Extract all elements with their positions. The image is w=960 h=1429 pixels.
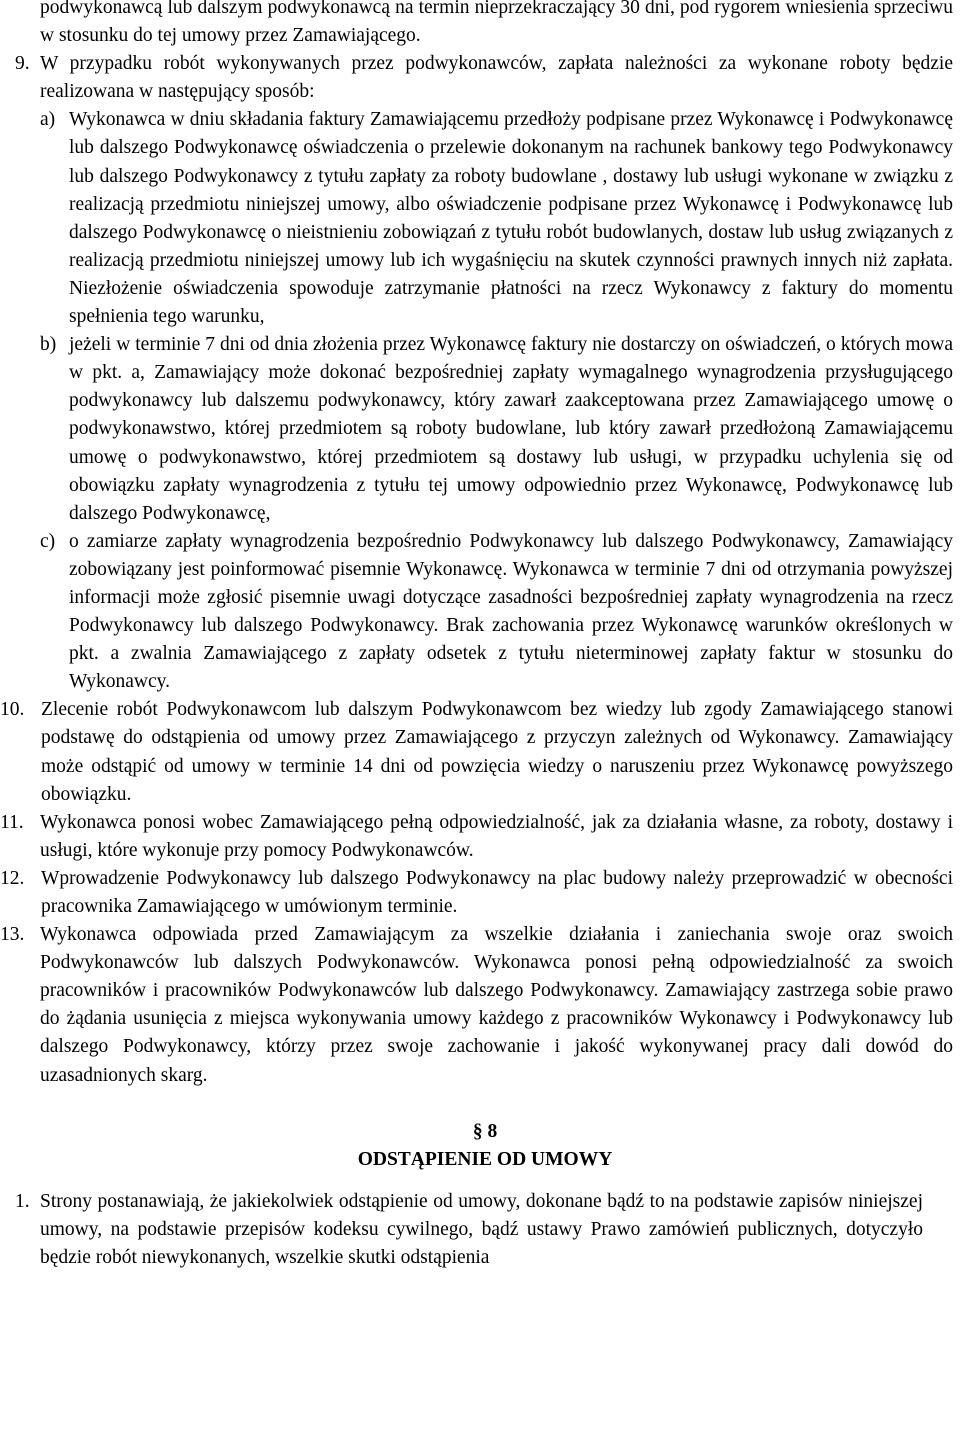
paragraph-9c [40,528,953,697]
paragraph-12 [0,865,953,921]
paragraph-9a [40,106,953,331]
section-8-paragraph-1 [15,1188,923,1272]
paragraph-10 [0,696,953,808]
section-title: ODSTĄPIENIE OD UMOWY [357,1148,613,1170]
item-text: Strony postanawiają, że jakiekolwiek odstąpienie od umowy, dokonane bądź to na podstawie zapisów niniejszej umowy, na podstawie przepisów kodeksu cywilnego, bądź ustawy Prawo zamówień publicznych, dotyczyło będzie robót niewykonanych, wszelkie skutki odstąpienia [40,1190,923,1269]
item-text: Wykonawca w dniu składania faktury Zamawiającemu przedłoży podpisane przez Wykonawcę i Podwykonawcę lub dalszego Podwykonawcę oświadczenia o przelewie dokonanym na rachunek bankowy tego Podwykonawcy lub dalszego Podwykonawcy z tytułu zapłaty za roboty budowlane , dostawy lub usługi wykonane w związku z realizacją przedmiotu niniejszej umowy, albo oświadczenie podpisane przez Wykonawcę i Podwykonawcę lub dalszego Podwykonawcę o nieistnieniu zobowiązań z tytułu robót budowlanych, dostaw lub usług związanych z realizacją przedmiotu niniejszej umowy lub ich wygaśnięciu na skutek czynności prawnych innych niż zapłata. Niezłożenie oświadczenia spowoduje zatrzymanie płatności na rzecz Wykonawcy z faktury do momentu spełnienia tego warunku, [69,109,953,328]
section-number: § 8 [472,1120,498,1142]
item-number: 9. [15,53,30,75]
item-number: 10. [0,699,25,721]
item-text: W przypadku robót wykonywanych przez podwykonawców, zapłata należności za wykonane roboty będzie realizowana w następujący sposób: [40,53,953,103]
item-letter: b) [40,334,57,356]
paragraph-11 [0,809,953,865]
item-number: 11. [0,811,24,833]
item-letter: c) [40,530,56,552]
paragraph-9 [15,50,953,106]
paragraph-8-continuation: podwykonawcą lub dalszym podwykonawcą na termin nieprzekraczający 30 dni, pod rygorem wniesienia sprzeciwu w stosunku do tej umowy przez Zamawiającego. [40,0,953,47]
item-text: jeżeli w terminie 7 dni od dnia złożenia przez Wykonawcę faktury nie dostarczy on oświadczeń, o których mowa w pkt. a, Zamawiający może dokonać bezpośredniej zapłaty wymagalnego wynagrodzenia przysługującego podwykonawcy lub dalszemu podwykonawcy, który zawarł zaakceptowana przez Zamawiającego umowę o podwykonawstwo, której przedmiotem są roboty budowlane, lub który zawarł przedłożoną Zamawiającemu umowę o podwykonawstwo, której przedmiotem są dostawy lub usługi, w przypadku uchylenia się od obowiązku zapłaty wynagrodzenia z tytułu tej umowy odpowiednio przez Wykonawcę, Podwykonawcę lub dalszego Podwykonawcę, [69,334,953,524]
item-text: Wykonawca ponosi wobec Zamawiającego pełną odpowiedzialność, jak za działania własne, za roboty, dostawy i usługi, które wykonuje przy pomocy Podwykonawców. [40,811,953,861]
item-text: Wykonawca odpowiada przed Zamawiającym za wszelkie działania i zaniechania swoje oraz swoich Podwykonawców lub dalszych Podwykonawców. Wykonawca ponosi pełną odpowiedzialność za swoich pracowników i pracowników Podwykonawców lub dalszego Podwykonawcy. Zamawiający zastrzega sobie prawo do żądania usunięcia z miejsca wykonywania umowy każdego z pracowników Wykonawcy i Podwykonawcy lub dalszego Podwykonawcy, którzy przez swoje zachowanie i jakość wykonywanej pracy dali dowód do uzasadnionych skarg. [40,924,953,1086]
item-text: Wprowadzenie Podwykonawcy lub dalszego Podwykonawcy na plac budowy należy przeprowadzić w obecności pracownika Zamawiającego w umówionym terminie. [41,867,953,917]
item-text: Zlecenie robót Podwykonawcom lub dalszym Podwykonawcom bez wiedzy lub zgody Zamawiającego stanowi podstawę do odstąpienia od umowy przez Zamawiającego z przyczyn zależnych od Wykonawcy. Zamawiający może odstąpić od umowy w terminie 14 dni od powzięcia wiedzy o naruszeniu przez Wykonawcę powyższego obowiązku. [41,699,953,805]
paragraph-13 [0,921,953,1090]
item-number: 13. [0,924,25,946]
item-text: o zamiarze zapłaty wynagrodzenia bezpośrednio Podwykonawcy lub dalszego Podwykonawcy, Zamawiający zobowiązany jest poinformować pisemnie Wykonawcę. Wykonawca w terminie 7 dni od otrzymania powyższej informacji może zgłosić pisemnie uwagi dotyczące zasadności bezpośredniej zapłaty wynagrodzenia na rzecz Podwykonawcy lub dalszego Podwykonawcy. Brak zachowania przez Wykonawcę warunków określonych w pkt. a zwalnia Zamawiającego z zapłaty odsetek z tytułu nieterminowej zapłaty faktur w stosunku do Wykonawcy. [69,530,953,693]
item-letter: a) [40,109,56,131]
item-number: 12. [0,867,25,889]
item-number: 1. [15,1190,30,1212]
paragraph-9b [40,331,953,528]
